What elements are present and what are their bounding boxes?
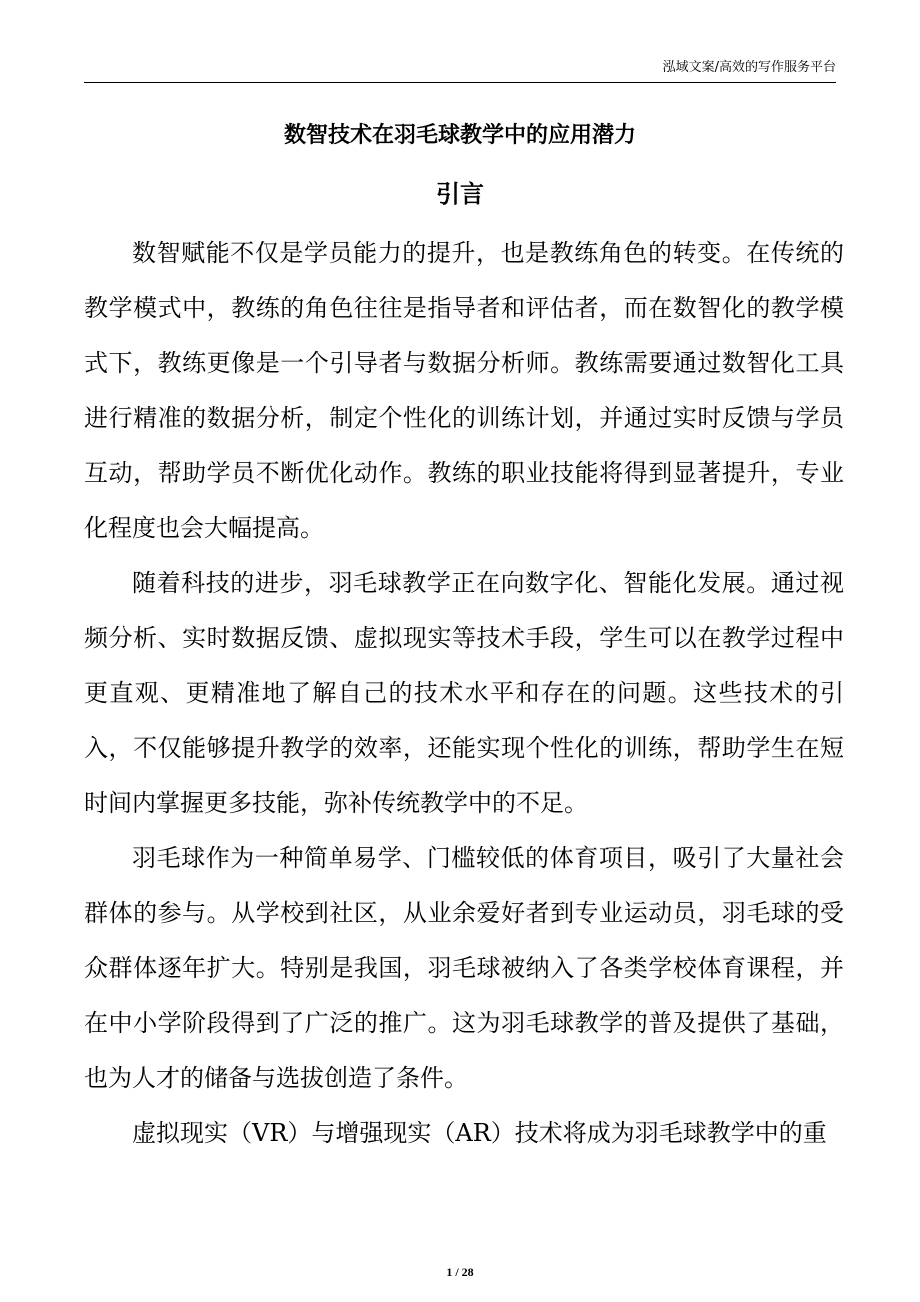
document-title: 数智技术在羽毛球教学中的应用潜力 bbox=[283, 123, 636, 148]
paragraph-2: 随着科技的进步，羽毛球教学正在向数字化、智能化发展。通过视频分析、实时数据反馈、虚拟现实等技术手段，学生可以在教学过程中更直观、更精准地了解自己的技术水平和存在的问题。这些技术的引入，不仅能够提升教学的效率，还能实现个性化的训练，帮助学生在短时间内掌握更多技能，弥补传统教学中的不足。 bbox=[84, 569, 844, 817]
header-divider bbox=[84, 82, 836, 83]
section-heading-introduction: 引言 bbox=[436, 180, 484, 208]
paragraph-1: 数智赋能不仅是学员能力的提升，也是教练角色的转变。在传统的教学模式中，教练的角色往往是指导者和评估者，而在数智化的教学模式下，教练更像是一个引导者与数据分析师。教练需要通过数智化工具进行精准的数据分析，制定个性化的训练计划，并通过实时反馈与学员互动，帮助学员不断优化动作。教练的职业技能将得到显著提升，专业化程度也会大幅提高。 bbox=[84, 239, 844, 542]
paragraph-3: 羽毛球作为一种简单易学、门槛较低的体育项目，吸引了大量社会群体的参与。从学校到社区，从业余爱好者到专业运动员，羽毛球的受众群体逐年扩大。特别是我国，羽毛球被纳入了各类学校体育课程，并在中小学阶段得到了广泛的推广。这为羽毛球教学的普及提供了基础，也为人才的储备与选拔创造了条件。 bbox=[84, 844, 844, 1092]
page-number: 1 / 28 bbox=[446, 1265, 474, 1279]
paragraph-4: 虚拟现实（VR）与增强现实（AR）技术将成为羽毛球教学中的重 bbox=[132, 1119, 827, 1147]
header-brand: 泓域文案/高效的写作服务平台 bbox=[662, 60, 836, 75]
